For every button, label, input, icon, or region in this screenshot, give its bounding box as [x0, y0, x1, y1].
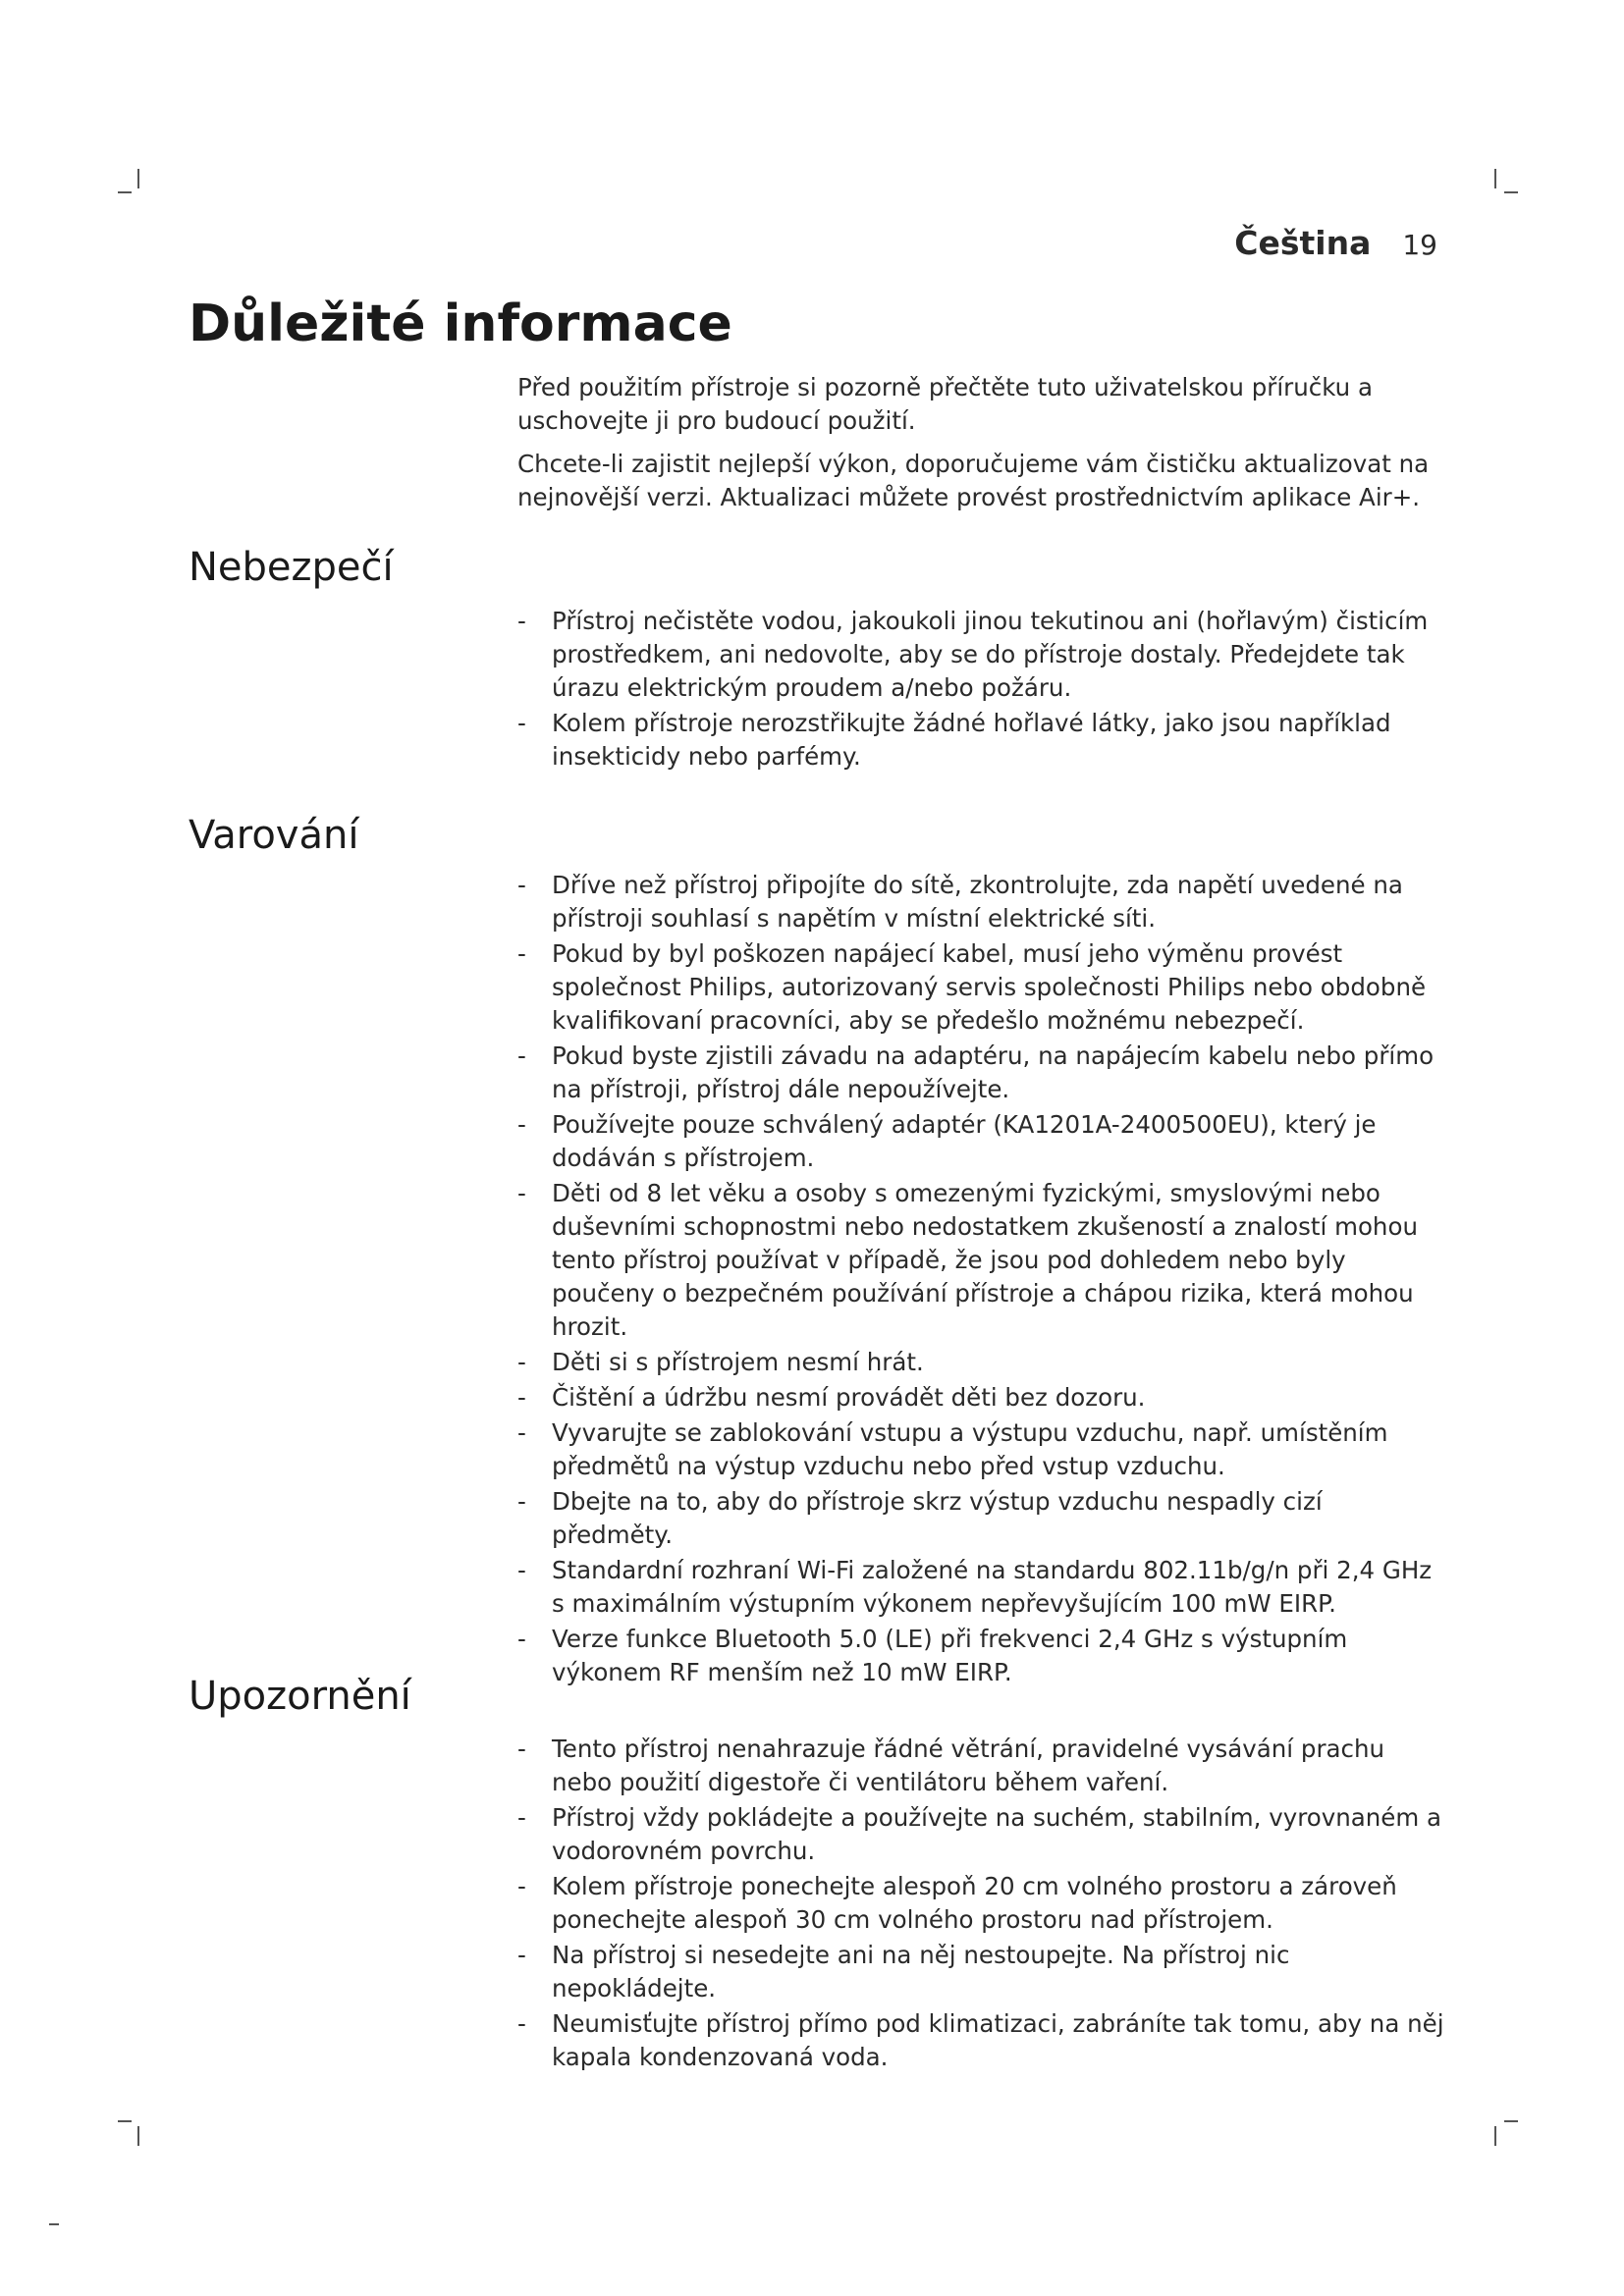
- page-title: Důležité informace: [189, 294, 732, 353]
- crop-mark-bottom-left-v: [137, 2126, 139, 2146]
- list-item: - Pokud by byl poškozen napájecí kabel, musí jeho výměnu provést společnost Philips, autorizovaný servis společnosti Philips nebo obdobně kvalifikovaní pracovníci, aby se předešlo možnému nebezpečí.: [517, 937, 1450, 1038]
- list-item: - Na přístroj si nesedejte ani na něj nestoupejte. Na přístroj nic nepokládejte.: [517, 1939, 1450, 2005]
- caution-section: [517, 1733, 1450, 2076]
- list-item: - Tento přístroj nenahrazuje řádné větrání, pravidelné vysávání prachu nebo použití digestoře či ventilátoru během vaření.: [517, 1733, 1450, 1799]
- danger-heading: Nebezpečí: [189, 545, 394, 590]
- warning-section: [517, 869, 1450, 1691]
- list-item: - Standardní rozhraní Wi-Fi založené na standardu 802.11b/g/n při 2,4 GHz s maximálním výstupním výkonem nepřevyšujícím 100 mW EIRP.: [517, 1554, 1450, 1621]
- page-header: [1234, 224, 1437, 262]
- list-item: - Děti od 8 let věku a osoby s omezenými fyzickými, smyslovými nebo duševními schopnostmi nebo nedostatkem zkušeností a znalostí mohou tento přístroj používat v případě, že jsou pod dohledem nebo byly poučeny o bezpečném používání přístroje a chápou rizika, která mohou hrozit.: [517, 1177, 1450, 1344]
- list-item: - Neumisťujte přístroj přímo pod klimatizaci, zabráníte tak tomu, aby na něj kapala kondenzovaná voda.: [517, 2007, 1450, 2074]
- intro-paragraph-1: Před použitím přístroje si pozorně přečtěte tuto uživatelskou příručku a uschovejte ji pro budoucí použití.: [517, 373, 1374, 435]
- crop-mark-top-left-v: [137, 169, 139, 188]
- language-label: Čeština: [1234, 224, 1372, 262]
- list-item: - Používejte pouze schválený adaptér (KA1201A-2400500EU), který je dodáván s přístrojem.: [517, 1108, 1450, 1175]
- page-number: 19: [1402, 229, 1437, 261]
- intro-paragraph-2: Chcete-li zajistit nejlepší výkon, doporučujeme vám čističku aktualizovat na nejnovější verzi. Aktualizaci můžete provést prostřednictvím aplikace Air+.: [517, 450, 1430, 511]
- list-item: - Přístroj vždy pokládejte a používejte na suchém, stabilním, vyrovnaném a vodorovném povrchu.: [517, 1801, 1450, 1868]
- list-item: - Dříve než přístroj připojíte do sítě, zkontrolujte, zda napětí uvedené na přístroji souhlasí s napětím v místní elektrické síti.: [517, 869, 1450, 935]
- crop-mark-bottom-right-h: [1504, 2120, 1518, 2122]
- crop-mark-bottom-edge: [49, 2223, 59, 2225]
- list-item: - Kolem přístroje nerozstřikujte žádné hořlavé látky, jako jsou například insekticidy nebo parfémy.: [517, 707, 1450, 774]
- list-item: - Děti si s přístrojem nesmí hrát.: [517, 1346, 1450, 1379]
- warning-heading: Varování: [189, 813, 359, 858]
- danger-section: [517, 605, 1450, 775]
- crop-mark-bottom-right-v: [1494, 2126, 1496, 2146]
- list-item: - Vyvarujte se zablokování vstupu a výstupu vzduchu, např. umístěním předmětů na výstup vzduchu nebo před vstup vzduchu.: [517, 1416, 1450, 1483]
- caution-heading: Upozornění: [189, 1674, 411, 1719]
- crop-mark-top-right-v: [1494, 169, 1496, 188]
- crop-mark-top-right-h: [1504, 191, 1518, 193]
- danger-list: [517, 605, 1450, 774]
- list-item: - Čištění a údržbu nesmí provádět děti bez dozoru.: [517, 1381, 1450, 1415]
- warning-list: [517, 869, 1450, 1689]
- crop-mark-top-left-h: [118, 191, 132, 193]
- list-item: - Dbejte na to, aby do přístroje skrz výstup vzduchu nespadly cizí předměty.: [517, 1485, 1450, 1552]
- list-item: - Pokud byste zjistili závadu na adaptéru, na napájecím kabelu nebo přímo na přístroji, přístroj dále nepoužívejte.: [517, 1040, 1450, 1106]
- intro-text: [517, 371, 1450, 524]
- list-item: - Kolem přístroje ponechejte alespoň 20 cm volného prostoru a zároveň ponechejte alespoň 30 cm volného prostoru nad přístrojem.: [517, 1870, 1450, 1937]
- list-item: - Verze funkce Bluetooth 5.0 (LE) při frekvenci 2,4 GHz s výstupním výkonem RF menším než 10 mW EIRP.: [517, 1623, 1450, 1689]
- caution-list: [517, 1733, 1450, 2074]
- list-item: - Přístroj nečistěte vodou, jakoukoli jinou tekutinou ani (hořlavým) čisticím prostředkem, ani nedovolte, aby se do přístroje dostaly. Předejdete tak úrazu elektrickým proudem a/nebo požáru.: [517, 605, 1450, 705]
- crop-mark-bottom-left-h: [118, 2120, 132, 2122]
